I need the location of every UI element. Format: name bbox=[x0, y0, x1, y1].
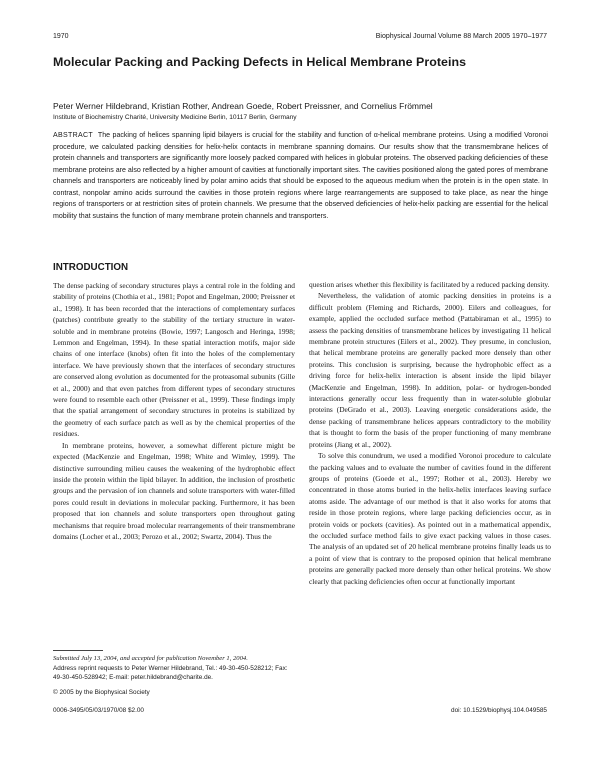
abstract bbox=[53, 130, 548, 222]
paragraph: The dense packing of secondary structures plays a central role in the folding and stability of proteins (Chothia et al., 1981; Popot and Engelman, 2000; Preissner et al., 1998). It has been recorded that the interactions of complementary surfaces (patches) contribute greatly to the stability of the tertiary structure in water-soluble and in membrane proteins (Bowie, 1997; Langosch and Heringa, 1998; Lemmon and Engelman, 1994). In these spatial interaction motifs, major side chains of one interface (knobs) often fit into the holes of the complementary interface. We have previously shown that the interfaces of secondary structures are conserved along evolution as documented for the proteasomal subunits (Gille et al., 2000) and that even patches from different types of secondary structures were found to resemble each other (Preissner et al., 1999). These findings imply that the spatial arrangement of secondary structures in proteins is stabilized by the geometry of each surface patch as well as by the chemical properties of the residues. bbox=[53, 281, 296, 439]
copyright-note: © 2005 by the Biophysical Society bbox=[53, 689, 150, 697]
author-list: Peter Werner Hildebrand, Kristian Rother, Andrean Goede, Robert Preissner, and Cornelius Frömmel bbox=[53, 101, 433, 111]
doi-line: doi: 10.1529/biophysj.104.049585 bbox=[451, 707, 547, 714]
paragraph: To solve this conundrum, we used a modified Voronoi procedure to calculate the packing values and to evaluate the number of cavities found in the different groups of proteins (Goede et al., 1997; Rother et al., 2003). Hereby we concentrated in those atoms buried in the helix-helix interfaces leaving surface atoms aside. The advantage of our method is that it also works for atoms that reside in those protein regions, where large packing deficiencies occur, as in protein voids or pockets (cavities). As pointed out in a mathematical appendix, the occluded surface method fails to give exact packing values in those cases. The analysis of an updated set of 20 helical membrane proteins finally leads us to a point of view that is contrary to the proposed opinion that helical membrane proteins are generally packed more densely than other helical proteins. We show clearly that packing deficiencies often occur at functionally important bbox=[309, 451, 551, 586]
paragraph: question arises whether this flexibility is facilitated by a reduced packing density. bbox=[309, 280, 550, 289]
footnotes bbox=[53, 654, 293, 698]
left-column bbox=[53, 280, 295, 542]
paragraph: In membrane proteins, however, a somewhat different picture might be expected (MacKenzie and Engelman, 1998; White and Wimley, 1999). The distinctive surrounding milieu causes the weakening of the hydrophobic effect inside the protein within the lipid bilayer. In addition, the inclusion of prosthetic groups and the pervasion of ion channels and solute transporters with water-filled pores could result in deviations in molecular packing. Furthermore, it has been proposed that ion channels and solute transporters open throughout gating mechanisms that require broad molecular rearrangements of their transmembrane domains (Locher et al., 2003; Perozo et al., 2002; Swartz, 2004). Thus the bbox=[53, 440, 295, 541]
submission-note: Submitted July 13, 2004, and accepted for publication November 1, 2004. bbox=[53, 655, 248, 662]
section-heading-introduction: INTRODUCTION bbox=[53, 262, 129, 273]
right-column bbox=[309, 279, 551, 587]
page-number: 1970 bbox=[53, 33, 69, 40]
journal-header: Biophysical Journal Volume 88 March 2005 1970–1977 bbox=[375, 33, 547, 40]
paragraph: Nevertheless, the validation of atomic packing densities in proteins is a difficult problem (Fleming and Richards, 2000). Eilers and colleagues, for example, applied the occluded surface method (Pattabiraman et al., 1995) to assess the packing densities of transmembrane helices by investigating 11 helical membrane protein structures (Eilers et al., 2002). They presume, in conclusion, that helical membrane proteins are generally packed more densely than other proteins. This conclusion is surprising, because the hydrophobic effect as a driving force for helix-helix interaction is absent inside the lipid bilayer (MacKenzie and Engelman, 1998). In addition, polar- or hydrogen-bonded interactions generally occur less frequently than in water-soluble globular proteins (DeGrado et al., 2003). Leaving energetic considerations aside, the dense packing of transmembrane helices appears contradictory to the mobility that is thought to form the basis of the proper functioning of many membrane proteins (Jiang et al., 2002). bbox=[309, 291, 551, 449]
article-title: Molecular Packing and Packing Defects in Helical Membrane Proteins bbox=[53, 55, 467, 69]
reprint-note: Address reprint requests to Peter Werner Hildebrand, Tel.: 49-30-450-528212; Fax: 49-30-450-528942; E-mail: peter.hildebrand@charite.de. bbox=[53, 664, 288, 682]
issn-line: 0006-3495/05/03/1970/08 $2.00 bbox=[53, 707, 144, 714]
footnote-divider bbox=[53, 650, 103, 651]
abstract-label: ABSTRACT bbox=[53, 132, 93, 139]
affiliation: Institute of Biochemistry Charité, University Medicine Berlin, 10117 Berlin, Germany bbox=[53, 114, 297, 121]
abstract-text: The packing of helices spanning lipid bilayers is crucial for the stability and function of α-helical membrane proteins. Using a modified Voronoi procedure, we calculated packing densities for helix-helix contacts in membrane spanning domains. Our results show that the transmembrane helices of protein channels and transporters are significantly more loosely packed compared with helices in globular proteins. The observed packing deficiencies of these membrane proteins are also reflected by a higher amount of cavities at functionally important sites. The cavities positioned along the gated pores of membrane channels and transporters are noticeably lined by polar amino acids that should be exposed to the aqueous medium when the protein is in the open state. In contrast, nonpolar amino acids surround the cavities in those protein regions where large rearrangements are supposed to take place, as near the hinge regions of transporters or at restriction sites of protein channels. We presume that the observed deficiencies of helix-helix packing are essential for the helical mobility that sustains the function of many membrane protein channels and transporters. bbox=[53, 132, 548, 220]
